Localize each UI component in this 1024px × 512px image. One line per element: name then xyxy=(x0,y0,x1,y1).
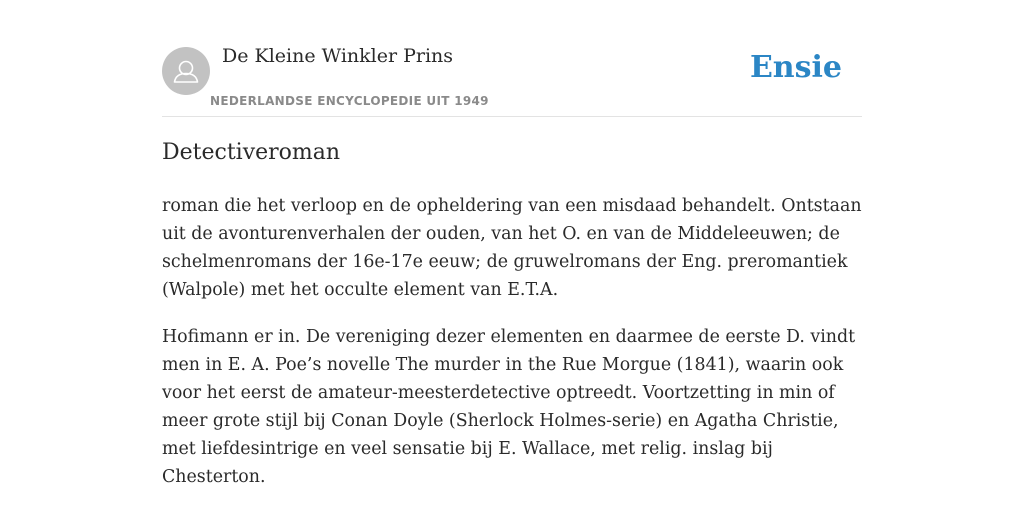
article-paragraph: roman die het verloop en de opheldering van een misdaad behandelt. Ontstaan uit de avonturenverhalen der ouden, van het O. en van de Middeleeuwen; de schelmenromans der 16e-17e eeuw; de gruwelromans der Eng. preromantiek (Walpole) met het occulte element van E.T.A. xyxy=(162,196,862,300)
author-subtitle: NEDERLANDSE ENCYCLOPEDIE UIT 1949 xyxy=(210,94,489,108)
author-name[interactable]: De Kleine Winkler Prins xyxy=(222,45,454,67)
author-avatar[interactable] xyxy=(162,47,210,95)
article-header xyxy=(162,0,862,117)
article-body xyxy=(162,192,862,510)
user-icon xyxy=(162,47,210,95)
brand-logo[interactable]: Ensie xyxy=(749,50,842,85)
article-title: Detectiveroman xyxy=(162,140,341,165)
article-paragraph: Hofimann er in. De vereniging dezer elementen en daarmee de eerste D. vindt men in E. A. Poe’s novelle The murder in the Rue Morgue (1841), waarin ook voor het eerst de amateur-meesterdetective optreedt. Voortzetting in min of meer grote stijl bij Conan Doyle (Sherlock Holmes-serie) en Agatha Christie, met liefdesintrige en veel sensatie bij E. Wallace, met relig. inslag bij Chesterton. xyxy=(162,327,856,487)
article-card xyxy=(162,0,862,487)
